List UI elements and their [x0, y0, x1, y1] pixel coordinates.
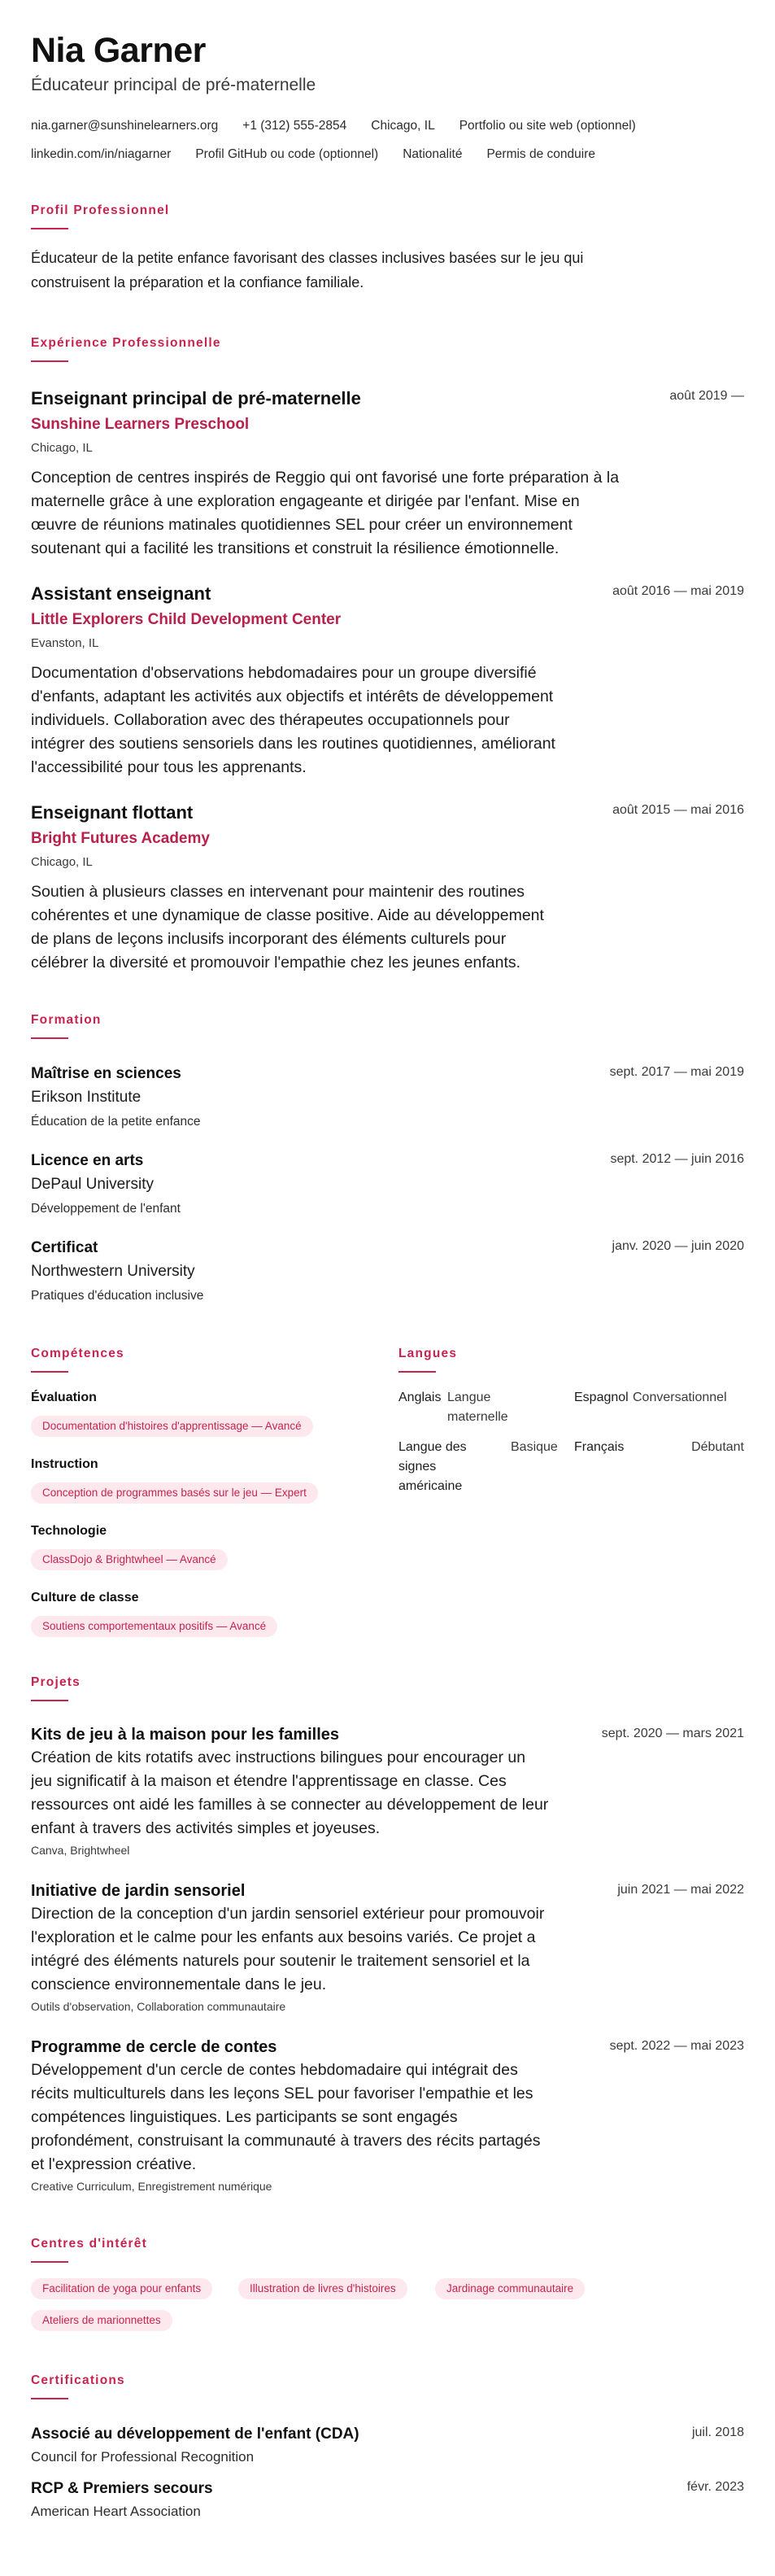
- project-dates: sept. 2020 — mars 2021: [601, 1727, 744, 1740]
- edu-institution: Northwestern University: [31, 1263, 195, 1280]
- job-desc-line: intégrer des soutiens sensoriels dans les routines quotidiennes, améliorant: [31, 735, 555, 753]
- interest-pill: Illustration de livres d'histoires: [238, 2278, 407, 2299]
- section-title-interests: Centres d'intérêt: [31, 2237, 147, 2251]
- job-role: Enseignant principal de pré-maternelle: [31, 388, 361, 408]
- job-company: Sunshine Learners Preschool: [31, 416, 250, 433]
- contact-license: Permis de conduire: [486, 147, 595, 161]
- job-role: Enseignant flottant: [31, 802, 194, 823]
- job-location: Chicago, IL: [31, 441, 93, 455]
- section-rule: [31, 1037, 68, 1039]
- contact-line-1: [31, 119, 660, 133]
- candidate-name: Nia Garner: [31, 31, 206, 70]
- skill-category: Technologie: [31, 1524, 107, 1538]
- project-desc-line: profondément, construisant la communauté à travers des récits partagés: [31, 2132, 541, 2150]
- job-company: Little Explorers Child Development Center: [31, 611, 342, 628]
- cert-date: juil. 2018: [691, 2425, 744, 2439]
- interest-pill: Facilitation de yoga pour enfants: [31, 2278, 212, 2299]
- project-keywords: Creative Curriculum, Enregistrement numérique: [31, 2180, 272, 2193]
- skill-pill: ClassDojo & Brightwheel — Avancé: [31, 1549, 228, 1570]
- cert-name: Associé au développement de l'enfant (CDA): [31, 2425, 359, 2443]
- edu-institution: DePaul University: [31, 1176, 154, 1193]
- skill-category: Instruction: [31, 1457, 98, 1471]
- job-desc-line: de plans de leçons inclusifs incorporant des éléments culturels pour: [31, 930, 507, 948]
- project-desc-line: récits multiculturels dans les leçons SEL pour favoriser l'empathie et les: [31, 2085, 533, 2102]
- project-dates: sept. 2022 — mai 2023: [609, 2039, 744, 2053]
- contact-github[interactable]: Profil GitHub ou code (optionnel): [195, 147, 379, 161]
- language-name: Langue des signes américaine: [398, 1440, 467, 1493]
- contact-portfolio[interactable]: Portfolio ou site web (optionnel): [459, 119, 636, 133]
- cert-date: févr. 2023: [686, 2480, 744, 2494]
- section-rule: [31, 1371, 68, 1373]
- interest-pill: Jardinage communautaire: [435, 2278, 585, 2299]
- section-title-profile: Profil Professionnel: [31, 203, 170, 217]
- edu-degree: Licence en arts: [31, 1152, 144, 1169]
- section-rule: [31, 2398, 68, 2399]
- interest-pill: Ateliers de marionnettes: [31, 2310, 172, 2331]
- section-title-skills: Compétences: [31, 1347, 124, 1360]
- language-level: Langue maternelle: [447, 1391, 508, 1424]
- edu-degree: Certificat: [31, 1239, 98, 1256]
- section-title-certifications: Certifications: [31, 2373, 125, 2387]
- project-title: Initiative de jardin sensoriel: [31, 1882, 246, 1900]
- job-desc-line: œuvre de réunions matinales quotidiennes SEL pour créer un environnement: [31, 516, 573, 534]
- job-desc-line: l'accessibilité pour tous les apprenants.: [31, 758, 307, 776]
- candidate-headline: Éducateur principal de pré-maternelle: [31, 76, 316, 94]
- project-dates: juin 2021 — mai 2022: [617, 1883, 744, 1897]
- language-level: Débutant: [691, 1440, 744, 1454]
- job-dates: août 2016 — mai 2019: [612, 584, 744, 598]
- contact-linkedin[interactable]: linkedin.com/in/niagarner: [31, 147, 172, 161]
- contact-nationality: Nationalité: [403, 147, 463, 161]
- job-desc-line: célébrer la diversité et promouvoir l'empathie chez les jeunes enfants.: [31, 954, 521, 971]
- project-desc-line: jeu significatif à la maison et étendre l'apprentissage en classe. Ces: [31, 1772, 507, 1790]
- job-dates: août 2015 — mai 2016: [612, 803, 744, 817]
- contact-email[interactable]: nia.garner@sunshinelearners.org: [31, 119, 219, 133]
- language-name: Français: [574, 1440, 625, 1454]
- cert-issuer: American Heart Association: [31, 2504, 201, 2519]
- project-desc-line: l'exploration et le calme pour les enfants aux besoins variés. Ce projet a: [31, 1928, 536, 1946]
- project-desc-line: conscience environnementale dans le jeu.: [31, 1976, 327, 1993]
- project-desc-line: ressources ont aidé les familles à se connecter au développement de leur: [31, 1796, 549, 1814]
- job-desc-line: Documentation d'observations hebdomadaires pour un groupe diversifié: [31, 664, 537, 682]
- cert-issuer: Council for Professional Recognition: [31, 2449, 255, 2465]
- cert-name: RCP & Premiers secours: [31, 2480, 213, 2497]
- job-desc-line: Conception de centres inspirés de Reggio qui ont favorisé une forte préparation à la: [31, 469, 620, 487]
- contact-phone[interactable]: +1 (312) 555-2854: [242, 119, 347, 133]
- contact-line-2: [31, 147, 620, 162]
- project-desc-line: Direction de la conception d'un jardin sensoriel extérieur pour promouvoir: [31, 1905, 545, 1923]
- contact-location: Chicago, IL: [371, 119, 435, 133]
- profile-line-2: construisent la préparation et la confiance familiale.: [31, 274, 364, 290]
- language-level: Conversationnel: [633, 1391, 727, 1404]
- edu-area: Développement de l'enfant: [31, 1202, 181, 1216]
- edu-dates: sept. 2012 — juin 2016: [610, 1152, 744, 1166]
- job-desc-line: soutenant qui a facilité les transitions et construit la résilience émotionnelle.: [31, 539, 559, 557]
- skill-pill: Documentation d'histoires d'apprentissage — Avancé: [31, 1416, 313, 1437]
- edu-dates: sept. 2017 — mai 2019: [609, 1065, 744, 1079]
- project-desc-line: Développement d'un cercle de contes hebdomadaire qui intégrait des: [31, 2061, 518, 2079]
- language-name: Espagnol: [574, 1391, 629, 1404]
- section-title-projects: Projets: [31, 1675, 81, 1689]
- section-title-experience: Expérience Professionnelle: [31, 336, 221, 350]
- job-location: Evanston, IL: [31, 636, 99, 650]
- section-rule: [31, 2261, 68, 2263]
- project-desc-line: Création de kits rotatifs avec instructions bilingues pour encourager un: [31, 1749, 526, 1766]
- job-desc-line: individuels. Collaboration avec des thérapeutes occupationnels pour: [31, 711, 510, 729]
- edu-dates: janv. 2020 — juin 2020: [612, 1239, 744, 1253]
- job-desc-line: Soutien à plusieurs classes en intervenant pour maintenir des routines: [31, 883, 525, 901]
- job-desc-line: maternelle grâce à une exploration engageante et dirigée par l'enfant. Mise en: [31, 492, 580, 510]
- project-title: Kits de jeu à la maison pour les familles: [31, 1726, 340, 1744]
- job-location: Chicago, IL: [31, 855, 93, 869]
- skill-pill: Soutiens comportementaux positifs — Avancé: [31, 1616, 277, 1637]
- section-title-education: Formation: [31, 1013, 102, 1027]
- skill-category: Culture de classe: [31, 1591, 139, 1605]
- edu-area: Éducation de la petite enfance: [31, 1115, 201, 1129]
- edu-degree: Maîtrise en sciences: [31, 1065, 181, 1082]
- job-company: Bright Futures Academy: [31, 830, 210, 847]
- section-rule: [31, 228, 68, 229]
- language-level: Basique: [511, 1440, 558, 1454]
- edu-institution: Erikson Institute: [31, 1089, 142, 1106]
- language-name: Anglais: [398, 1391, 442, 1404]
- skill-category: Évaluation: [31, 1391, 97, 1404]
- project-desc-line: intégré des éléments naturels pour soutenir le traitement sensoriel et la: [31, 1952, 530, 1970]
- job-desc-line: d'enfants, adaptant les activités aux objectifs et intérêts de développement: [31, 688, 554, 705]
- profile-line-1: Éducateur de la petite enfance favorisant des classes inclusives basées sur le jeu qui: [31, 250, 584, 266]
- job-role: Assistant enseignant: [31, 583, 211, 604]
- project-title: Programme de cercle de contes: [31, 2038, 277, 2056]
- section-title-languages: Langues: [398, 1347, 458, 1360]
- project-desc-line: et l'expression créative.: [31, 2155, 197, 2173]
- section-rule: [31, 360, 68, 362]
- job-desc-line: cohérentes et une dynamique de classe positive. Aide au développement: [31, 906, 544, 924]
- edu-area: Pratiques d'éducation inclusive: [31, 1289, 204, 1303]
- section-rule: [31, 1700, 68, 1701]
- section-rule: [398, 1371, 436, 1373]
- project-desc-line: compétences linguistiques. Les participants se sont engagés: [31, 2108, 458, 2126]
- project-keywords: Outils d'observation, Collaboration communautaire: [31, 2000, 286, 2013]
- project-keywords: Canva, Brightwheel: [31, 1844, 130, 1857]
- skill-pill: Conception de programmes basés sur le jeu — Expert: [31, 1482, 318, 1504]
- job-dates: août 2019 —: [669, 389, 744, 403]
- project-desc-line: enfant à travers des activités simples et joyeuses.: [31, 1819, 381, 1837]
